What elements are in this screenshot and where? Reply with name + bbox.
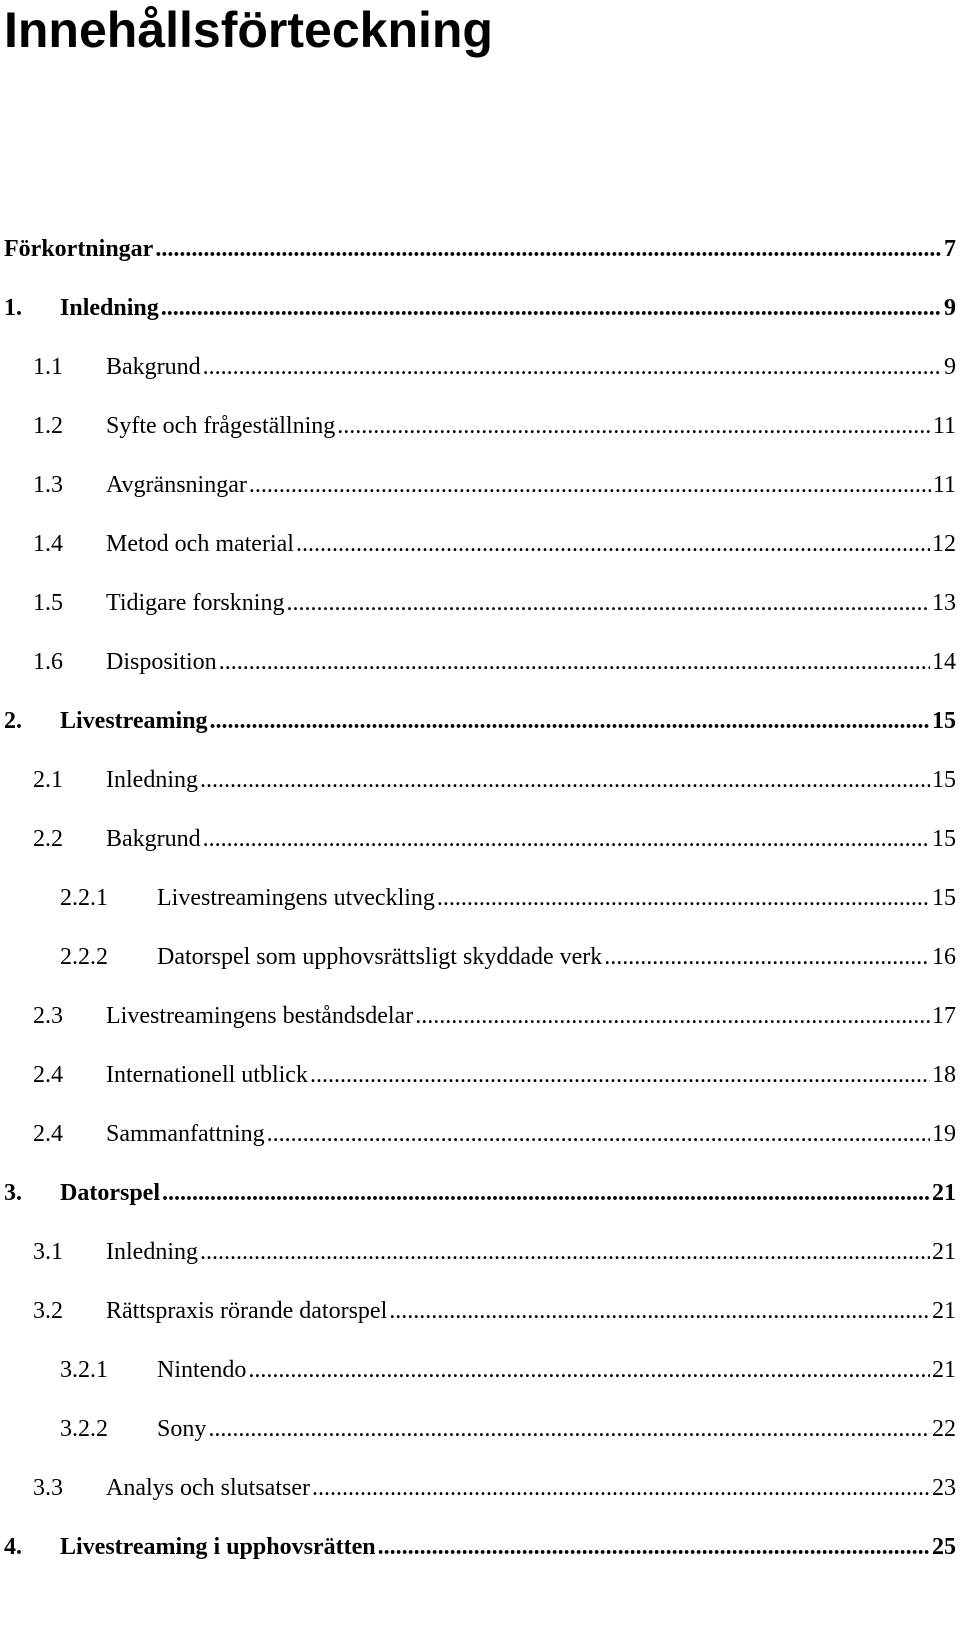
toc-entry-leader xyxy=(203,350,942,384)
toc-entry-number: 2.2.2 xyxy=(60,944,108,970)
toc-entry-page: 15 xyxy=(932,767,956,793)
toc-entry-page: 14 xyxy=(932,649,956,675)
toc-entry-number: 1. xyxy=(4,295,22,321)
toc-entry-number: 2. xyxy=(4,708,22,734)
toc-entry-page: 21 xyxy=(932,1180,956,1206)
toc-entry-page: 23 xyxy=(932,1475,956,1501)
toc-entry-page: 22 xyxy=(932,1416,956,1442)
toc-entry[interactable] xyxy=(0,822,956,856)
toc-entry-title: Analys och slutsatser xyxy=(106,1475,310,1501)
toc-entry-leader xyxy=(286,586,930,620)
toc-entry-leader xyxy=(604,940,930,974)
toc-entry[interactable] xyxy=(0,645,956,679)
toc-entry-title: Livestreaming xyxy=(60,708,208,734)
toc-entry-number: 2.2 xyxy=(33,826,63,852)
toc-entry-number: 3.1 xyxy=(33,1239,63,1265)
toc-entry-page: 21 xyxy=(932,1357,956,1383)
toc-entry-number: 1.6 xyxy=(33,649,63,675)
toc-entry-leader xyxy=(296,527,930,561)
toc-entry[interactable] xyxy=(0,232,956,266)
toc-entry-title: Sammanfattning xyxy=(106,1121,265,1147)
toc-entry-leader xyxy=(310,1058,930,1092)
toc-entry-leader xyxy=(337,409,931,443)
toc-entry[interactable] xyxy=(0,586,956,620)
toc-entry-page: 15 xyxy=(932,885,956,911)
toc-entry[interactable] xyxy=(0,1176,956,1210)
toc-entry-title: Disposition xyxy=(106,649,217,675)
toc-entry[interactable] xyxy=(0,291,956,325)
toc-entry[interactable] xyxy=(0,350,956,384)
toc-entry-page: 12 xyxy=(932,531,956,557)
toc-entry-page: 16 xyxy=(932,944,956,970)
toc-entry-leader xyxy=(162,1176,930,1210)
toc-entry-page: 9 xyxy=(944,354,956,380)
toc-entry[interactable] xyxy=(0,1058,956,1092)
toc-entry-number: 2.1 xyxy=(33,767,63,793)
toc-entry[interactable] xyxy=(0,1471,956,1505)
toc-entry-page: 21 xyxy=(932,1239,956,1265)
toc-entry-number: 3.2 xyxy=(33,1298,63,1324)
toc-entry-leader xyxy=(161,291,942,325)
toc-entry-page: 19 xyxy=(932,1121,956,1147)
toc-entry[interactable] xyxy=(0,1530,956,1564)
toc-entry-title: Inledning xyxy=(60,295,159,321)
toc-entry-page: 21 xyxy=(932,1298,956,1324)
toc-entry-page: 13 xyxy=(932,590,956,616)
toc-entry[interactable] xyxy=(0,468,956,502)
toc-entry-number: 2.3 xyxy=(33,1003,63,1029)
toc-entry[interactable] xyxy=(0,704,956,738)
toc-entry[interactable] xyxy=(0,1353,956,1387)
toc-entry-number: 3.2.1 xyxy=(60,1357,108,1383)
toc-entry-number: 1.5 xyxy=(33,590,63,616)
toc-entry-number: 4. xyxy=(4,1534,22,1560)
toc-entry-leader xyxy=(155,232,942,266)
toc-entry-page: 11 xyxy=(932,472,956,498)
toc-entry-title: Datorspel som upphovsrättsligt skyddade verk xyxy=(157,944,603,970)
toc-entry-title: Metod och material xyxy=(106,531,294,557)
toc-entry-number: 3. xyxy=(4,1180,22,1206)
toc-entry-leader xyxy=(200,1235,930,1269)
toc-entry-title: Bakgrund xyxy=(106,354,201,380)
toc-entry-number: 2.2.1 xyxy=(60,885,108,911)
toc-entry-number: 2.4 xyxy=(33,1121,63,1147)
toc-entry[interactable] xyxy=(0,409,956,443)
toc-entry-title: Internationell utblick xyxy=(106,1062,308,1088)
toc-entry[interactable] xyxy=(0,1235,956,1269)
toc-entry-title: Syfte och frågeställning xyxy=(106,413,336,439)
toc-entry[interactable] xyxy=(0,1294,956,1328)
toc-entry-page: 17 xyxy=(932,1003,956,1029)
toc-entry[interactable] xyxy=(0,999,956,1033)
toc-entry-page: 11 xyxy=(932,413,956,439)
toc-entry-title: Nintendo xyxy=(157,1357,247,1383)
toc-entry-title: Sony xyxy=(157,1416,207,1442)
toc-entry-leader xyxy=(415,999,930,1033)
page-title: Innehållsförteckning xyxy=(4,2,493,58)
toc-entry-number: 1.3 xyxy=(33,472,63,498)
toc-entry-title: Datorspel xyxy=(60,1180,160,1206)
toc-entry-title: Rättspraxis rörande datorspel xyxy=(106,1298,388,1324)
toc-entry-page: 9 xyxy=(944,295,956,321)
toc-entry[interactable] xyxy=(0,940,956,974)
toc-entry-leader xyxy=(437,881,930,915)
toc-entry-number: 3.2.2 xyxy=(60,1416,108,1442)
toc-entry-title: Inledning xyxy=(106,1239,198,1265)
toc-entry-title: Livestreamingens beståndsdelar xyxy=(106,1003,414,1029)
toc-entry-title: Inledning xyxy=(106,767,198,793)
toc-entry-leader xyxy=(200,763,930,797)
toc-entry[interactable] xyxy=(0,881,956,915)
toc-entry-title: Förkortningar xyxy=(4,236,154,262)
toc-entry-title: Avgränsningar xyxy=(106,472,247,498)
toc-entry-page: 7 xyxy=(944,236,956,262)
toc-entry-leader xyxy=(208,1412,930,1446)
toc-entry[interactable] xyxy=(0,763,956,797)
toc-entry-leader xyxy=(210,704,930,738)
toc-entry-title: Bakgrund xyxy=(106,826,201,852)
toc-entry-leader xyxy=(219,645,930,679)
toc-entry-number: 2.4 xyxy=(33,1062,63,1088)
toc-entry-page: 18 xyxy=(932,1062,956,1088)
toc-entry-leader xyxy=(267,1117,930,1151)
toc-entry-leader xyxy=(203,822,930,856)
toc-entry[interactable] xyxy=(0,1117,956,1151)
toc-entry-leader xyxy=(249,468,931,502)
toc-entry-number: 1.4 xyxy=(33,531,63,557)
toc-entry-title: Livestreaming i upphovsrätten xyxy=(60,1534,376,1560)
toc-entry-leader xyxy=(248,1353,930,1387)
toc-entry-title: Livestreamingens utveckling xyxy=(157,885,435,911)
toc-entry-number: 1.2 xyxy=(33,413,63,439)
toc-entry-page: 25 xyxy=(932,1534,956,1560)
toc-entry[interactable] xyxy=(0,1412,956,1446)
toc-entry[interactable] xyxy=(0,527,956,561)
toc-entry-leader xyxy=(389,1294,930,1328)
toc-entry-page: 15 xyxy=(932,826,956,852)
toc-entry-leader xyxy=(378,1530,930,1564)
toc-entry-number: 1.1 xyxy=(33,354,63,380)
toc-entry-leader xyxy=(312,1471,930,1505)
toc-entry-page: 15 xyxy=(932,708,956,734)
toc-entry-title: Tidigare forskning xyxy=(106,590,285,616)
toc-entry-number: 3.3 xyxy=(33,1475,63,1501)
